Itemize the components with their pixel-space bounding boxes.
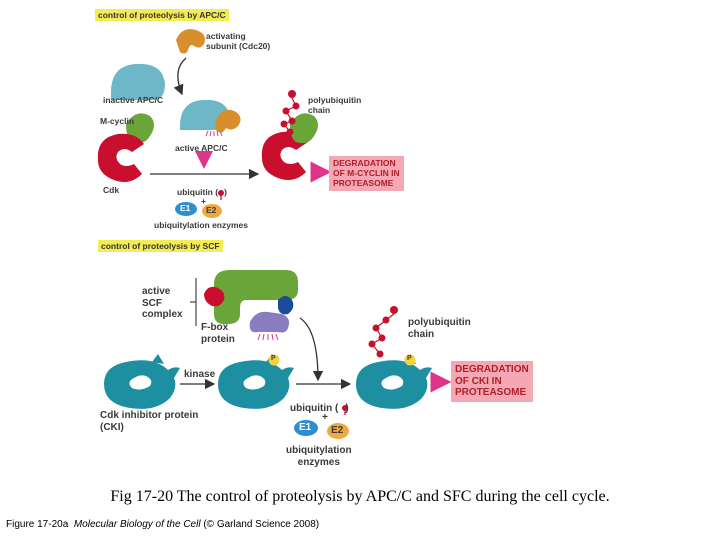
scf-activation-arrow (300, 318, 318, 380)
cki-label: Cdk inhibitor protein (CKI) (100, 410, 199, 433)
figure-credit (6, 519, 319, 530)
scf-e2-label: E2 (331, 425, 344, 436)
credit-source: (© Garland Science 2008) (203, 519, 320, 530)
scf-enzymes-label: ubiquitylation enzymes (286, 445, 352, 468)
scf-e1-label: E1 (299, 422, 312, 433)
apc-enzymes-label: ubiquitylation enzymes (154, 220, 248, 230)
phosphate-2-label: P (407, 355, 412, 362)
apc-ubiquitin-close: ) (224, 187, 227, 197)
scf-degradation-box: DEGRADATION OF CKI IN PROTEASOME (451, 361, 533, 402)
scf-header: control of proteolysis by SCF (98, 240, 223, 252)
credit-book: Molecular Biology of the Cell (73, 519, 201, 530)
phosphate-1-label: P (271, 355, 276, 362)
credit-figure: Figure 17-20a (6, 519, 69, 530)
apc-header: control of proteolysis by APC/C (95, 9, 229, 21)
activation-arrow (178, 58, 186, 94)
scf-plus-label: + (322, 412, 328, 423)
apc-target-cyclin-shape (290, 113, 318, 143)
apc-chain-label: polyubiquitin chain (308, 95, 362, 115)
cki-shape (104, 360, 180, 409)
figure-caption: Fig 17-20 The control of proteolysis by APC/C and SFC during the cell cycle. (110, 488, 610, 505)
scf-ubiquitin-text: ubiquitin ( (290, 403, 339, 414)
cdk-shape (98, 134, 144, 182)
scf-chain-label: polyubiquitin chain (408, 317, 471, 340)
phospho-cki-shape (218, 360, 294, 409)
kinase-label: kinase (184, 369, 216, 380)
apc-ubiquitin-text: ubiquitin ( (177, 187, 219, 197)
apc-e1-label: E1 (180, 203, 191, 213)
active-apc-label: active APC/C (175, 143, 228, 153)
scf-ubiquitin-label (290, 403, 349, 415)
scf-activity-marks (258, 334, 278, 340)
scf-polyubiquitin-chain (369, 306, 399, 358)
activating-subunit-label: activating subunit (Cdc20) (206, 31, 271, 51)
m-cyclin-label: M-cyclin (100, 116, 135, 126)
scf-ubiquitin-close: ) (345, 403, 349, 414)
apc-degradation-box: DEGRADATION OF M-CYCLIN IN PROTEASOME (329, 156, 404, 191)
inactive-apc-label: inactive APC/C (103, 95, 164, 105)
fbox-protein-label: F-box protein (201, 322, 235, 345)
target-cki-shape (356, 360, 432, 409)
apc-e2-label: E2 (206, 205, 217, 215)
active-scf-complex-label: active SCF complex (142, 286, 183, 320)
cdk-label: Cdk (103, 185, 120, 195)
fbox-protein-shape (250, 312, 289, 333)
apc-plus-label: + (201, 196, 206, 206)
cdc20-subunit-shape (176, 29, 205, 53)
